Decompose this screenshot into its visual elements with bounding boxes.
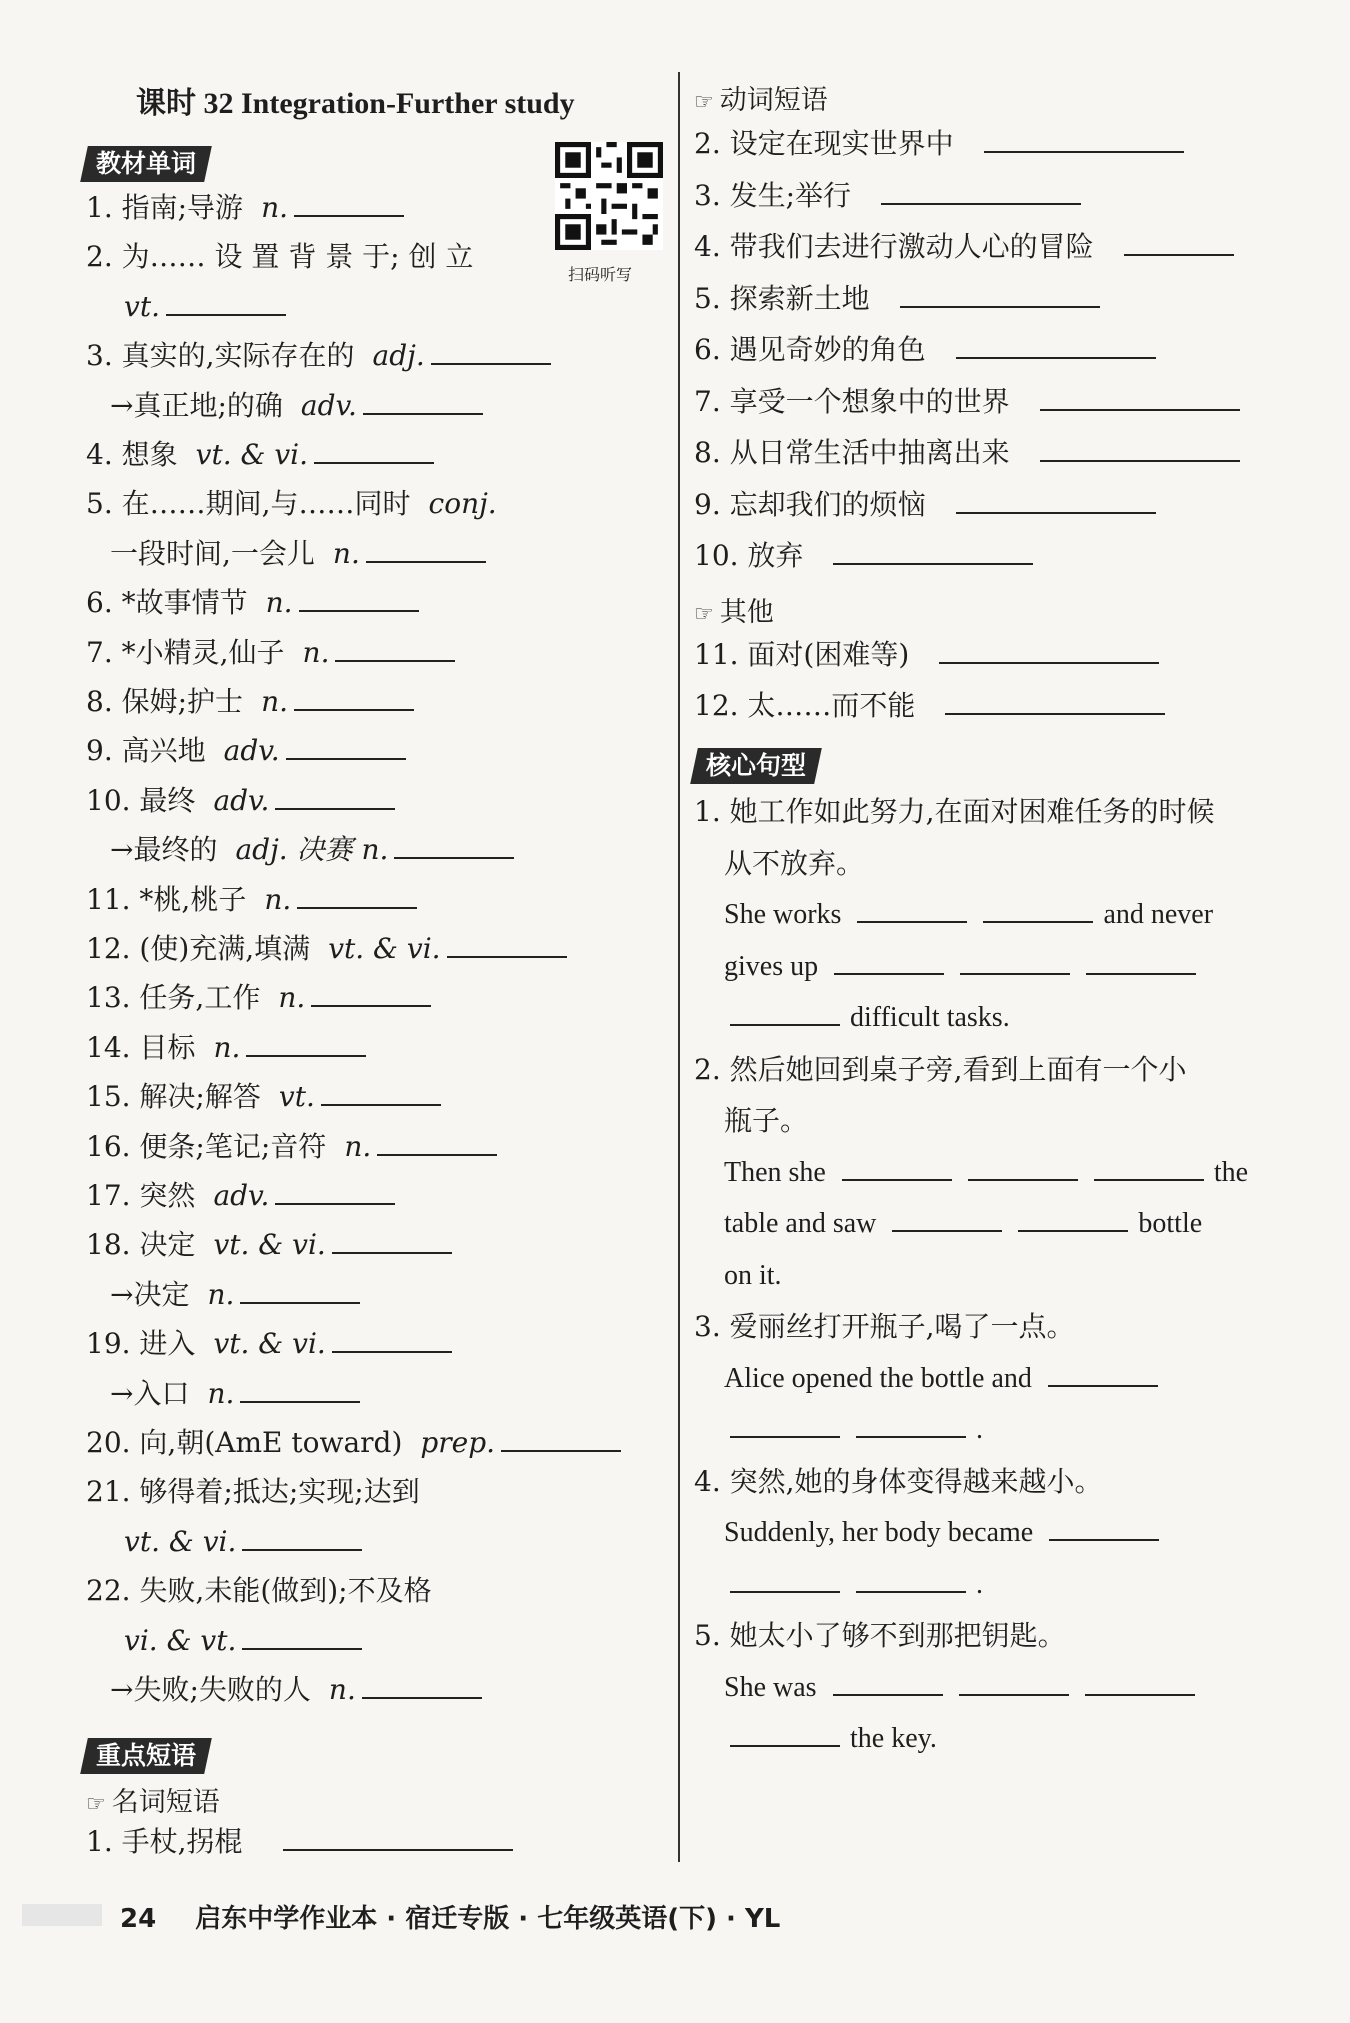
answer-blank[interactable] <box>299 586 419 612</box>
phrase-item <box>86 1822 513 1862</box>
sentence-english-text: She was <box>724 1671 817 1703</box>
answer-blank[interactable] <box>246 1031 366 1057</box>
sentence-english <box>724 998 1020 1038</box>
phrase-item <box>694 686 1165 726</box>
answer-blank[interactable] <box>1085 1670 1195 1696</box>
section-phrases <box>80 1738 212 1774</box>
sentence-chinese: 3. 爱丽丝打开瓶子,喝了一点。 <box>694 1310 1075 1343</box>
vocab-item <box>110 1670 482 1710</box>
vocab-chinese: 10. 最终 <box>86 783 196 817</box>
sentence-chinese: 4. 突然,她的身体变得越来越小。 <box>694 1464 1103 1498</box>
phrase-item <box>694 433 1240 473</box>
vocab-chinese: 12. (使)充满,填满 <box>86 932 311 965</box>
phrase-chinese: 11. 面对(困难等) <box>694 638 910 671</box>
answer-blank[interactable] <box>983 897 1093 923</box>
phrase-chinese: 10. 放弃 <box>694 539 804 572</box>
part-of-speech: adv. <box>223 734 280 768</box>
vocab-item <box>86 1176 395 1216</box>
answer-blank[interactable] <box>730 1412 840 1438</box>
answer-blank[interactable] <box>240 1377 360 1403</box>
section-sentences <box>690 748 822 784</box>
vocab-item <box>86 336 551 376</box>
phrase-item <box>694 536 1033 576</box>
sentence-chinese: 1. 她工作如此努力,在面对困难任务的时候 <box>694 795 1215 828</box>
subhead-verb-phrases-label: 动词短语 <box>719 85 828 116</box>
qr-caption: 扫码听写 <box>568 265 633 284</box>
sentence-chinese: 5. 她太小了够不到那把钥匙。 <box>694 1619 1066 1652</box>
sentence-english <box>724 1668 1205 1708</box>
vocab-item <box>86 1127 497 1167</box>
section-vocab <box>80 146 212 182</box>
sentence-english <box>724 1410 993 1450</box>
answer-blank[interactable] <box>900 282 1100 308</box>
part-of-speech: vt. & vi. <box>213 1228 326 1262</box>
vocab-chinese: 4. 想象 <box>86 438 178 471</box>
vocab-item <box>86 929 567 969</box>
sentence-chinese: 从不放弃。 <box>724 846 865 880</box>
vocab-item <box>86 633 455 673</box>
qr-code-icon[interactable] <box>555 142 663 250</box>
part-of-speech: vt. <box>124 289 160 323</box>
vocab-chinese: 17. 突然 <box>86 1179 196 1212</box>
answer-blank[interactable] <box>1040 436 1240 462</box>
vocab-item <box>86 1077 441 1117</box>
answer-blank[interactable] <box>956 488 1156 514</box>
sentence-english-text: and never <box>1103 899 1214 930</box>
sentence-english-text: gives up <box>724 950 819 982</box>
page-footer <box>120 1898 780 1935</box>
answer-blank[interactable] <box>945 689 1165 715</box>
part-of-speech: vi. & vt. <box>124 1623 237 1657</box>
sentence-english-text: Alice opened the bottle and <box>724 1362 1032 1394</box>
answer-blank[interactable] <box>1124 230 1234 256</box>
answer-blank[interactable] <box>501 1426 621 1452</box>
vocab-chinese: 1. 指南;导游 <box>86 191 244 224</box>
phrase-item <box>694 635 1159 675</box>
subhead-other <box>694 590 774 629</box>
sentence-english-text: . <box>976 1414 983 1445</box>
vocab-chinese: →入口 <box>110 1376 190 1410</box>
part-of-speech: n. <box>261 685 288 718</box>
vocab-chinese: →真正地;的确 <box>110 388 283 422</box>
answer-blank[interactable] <box>394 833 514 859</box>
section-vocab-label: 教材单词 <box>96 149 197 178</box>
sentence-english <box>724 1359 1168 1399</box>
pointing-hand-icon: ☞ <box>86 1792 106 1817</box>
part-of-speech: n. <box>344 1129 372 1163</box>
answer-blank[interactable] <box>833 539 1033 565</box>
vocab-item <box>86 1324 452 1364</box>
answer-blank[interactable] <box>240 1278 360 1304</box>
phrase-item <box>694 279 1100 319</box>
phrase-chinese: 1. 手杖,拐棍 <box>86 1825 243 1858</box>
answer-blank[interactable] <box>335 636 455 662</box>
answer-blank[interactable] <box>881 179 1081 205</box>
sentence-english-text: table and saw <box>724 1208 877 1239</box>
phrase-item <box>694 485 1156 525</box>
answer-blank[interactable] <box>984 127 1184 153</box>
vocab-item <box>86 781 395 821</box>
answer-blank[interactable] <box>857 897 967 923</box>
answer-blank[interactable] <box>447 932 567 958</box>
answer-blank[interactable] <box>377 1130 497 1156</box>
answer-blank[interactable] <box>275 784 395 810</box>
subhead-noun-phrases-label: 名词短语 <box>111 1787 220 1818</box>
vocab-item <box>86 1472 420 1512</box>
answer-blank[interactable] <box>1049 1515 1159 1541</box>
subhead-noun-phrases <box>86 1780 220 1819</box>
answer-blank[interactable] <box>730 1000 840 1026</box>
part-of-speech: conj. <box>428 487 497 521</box>
answer-blank[interactable] <box>842 1155 952 1181</box>
part-of-speech: vt. & vi. <box>213 1327 326 1361</box>
vocab-chinese: 18. 决定 <box>86 1228 196 1262</box>
answer-blank[interactable] <box>363 389 483 415</box>
vocab-item <box>86 188 404 228</box>
vocab-item <box>124 287 286 327</box>
part-of-speech: n. <box>264 882 292 916</box>
vocab-item <box>86 1423 621 1463</box>
part-of-speech: n. <box>265 586 293 620</box>
sentence-english-text: Suddenly, her body became <box>724 1517 1034 1548</box>
answer-blank[interactable] <box>286 734 406 760</box>
answer-blank[interactable] <box>1018 1206 1128 1232</box>
part-of-speech: adv. <box>213 783 270 817</box>
vocab-item <box>110 1275 360 1315</box>
vocab-item <box>86 731 406 771</box>
answer-blank[interactable] <box>834 949 944 975</box>
phrase-chinese: 2. 设定在现实世界中 <box>694 127 954 160</box>
answer-blank[interactable] <box>939 638 1159 664</box>
phrase-chinese: 6. 遇见奇妙的角色 <box>694 333 926 366</box>
vocab-chinese: 2. 为…… 设 置 背 景 于; 创 立 <box>86 240 474 274</box>
vocab-chinese: 21. 够得着;抵达;实现;达到 <box>86 1475 420 1509</box>
answer-blank[interactable] <box>968 1155 1078 1181</box>
vocab-chinese: 6. *故事情节 <box>86 586 248 620</box>
answer-blank[interactable] <box>297 883 417 909</box>
phrase-item <box>694 227 1234 267</box>
answer-blank[interactable] <box>959 1670 1069 1696</box>
part-of-speech: vt. <box>278 1080 315 1114</box>
part-of-speech: n. <box>207 1376 235 1410</box>
part-of-speech: adv. <box>213 1179 270 1212</box>
phrase-chinese: 4. 带我们去进行激动人心的冒险 <box>694 230 1094 263</box>
vocab-chinese: 3. 真实的,实际存在的 <box>86 339 355 373</box>
answer-blank[interactable] <box>1040 385 1240 411</box>
vocab-item <box>124 1621 362 1661</box>
sentence-chinese: 2. 然后她回到桌子旁,看到上面有一个小 <box>694 1052 1187 1086</box>
part-of-speech: n. <box>261 191 288 224</box>
pointing-hand-icon: ☞ <box>694 90 714 115</box>
part-of-speech: n. <box>278 981 306 1015</box>
phrase-chinese: 12. 太……而不能 <box>694 689 916 722</box>
subhead-verb-phrases <box>694 78 828 117</box>
sentence-chinese: 瓶子。 <box>724 1104 809 1137</box>
vocab-item <box>86 435 434 475</box>
column-divider <box>678 72 680 1862</box>
answer-blank[interactable] <box>283 1825 513 1851</box>
sentence-english-text: the key. <box>850 1723 937 1754</box>
vocab-chinese: 11. *桃,桃子 <box>86 882 247 916</box>
part-of-speech: prep. <box>420 1426 496 1459</box>
sentence-english <box>724 1565 993 1605</box>
answer-blank[interactable] <box>956 333 1156 359</box>
phrase-item <box>694 382 1240 422</box>
answer-blank[interactable] <box>166 290 286 316</box>
part-of-speech: vt. & vi. <box>195 438 308 471</box>
sentence-english <box>724 1513 1169 1553</box>
answer-blank[interactable] <box>730 1721 840 1747</box>
part-of-speech: vt. & vi. <box>124 1524 237 1558</box>
answer-blank[interactable] <box>275 1179 395 1205</box>
sentence-english <box>724 1256 792 1296</box>
answer-blank[interactable] <box>332 1327 452 1353</box>
answer-blank[interactable] <box>833 1670 943 1696</box>
vocab-chinese: →决定 <box>110 1277 190 1311</box>
answer-blank[interactable] <box>1094 1155 1204 1181</box>
answer-blank[interactable] <box>362 1673 482 1699</box>
part-of-speech: n. <box>328 1673 356 1706</box>
answer-blank[interactable] <box>960 949 1070 975</box>
vocab-chinese: 16. 便条;笔记;音符 <box>86 1129 327 1163</box>
part-of-speech: adj. 决赛 n. <box>235 833 389 867</box>
vocab-chinese: 8. 保姆;护士 <box>86 685 244 718</box>
vocab-chinese: →失败;失败的人 <box>110 1673 311 1706</box>
answer-blank[interactable] <box>366 537 486 563</box>
vocab-item <box>86 583 419 623</box>
answer-blank[interactable] <box>892 1206 1002 1232</box>
vocab-chinese: 5. 在……期间,与……同时 <box>86 487 411 521</box>
vocab-item <box>110 1374 360 1414</box>
phrase-chinese: 9. 忘却我们的烦恼 <box>694 487 926 521</box>
answer-blank[interactable] <box>332 1228 452 1254</box>
phrase-chinese: 8. 从日常生活中抽离出来 <box>694 436 1010 469</box>
sentence-english <box>724 947 1206 987</box>
sentence-english-text: Then she <box>724 1156 826 1188</box>
answer-blank[interactable] <box>856 1567 966 1593</box>
sentence-english <box>724 1719 947 1759</box>
footer-text: 启东中学作业本 · 宿迁专版 · 七年级英语(下) · YL <box>195 1904 781 1934</box>
page-number: 24 <box>120 1904 157 1934</box>
section-sentences-label: 核心句型 <box>706 751 807 780</box>
vocab-item <box>86 1028 366 1068</box>
part-of-speech: adj. <box>372 339 425 373</box>
answer-blank[interactable] <box>314 438 434 464</box>
vocab-chinese: 19. 进入 <box>86 1327 196 1361</box>
answer-blank[interactable] <box>321 1080 441 1106</box>
sentence-english-text: bottle <box>1138 1208 1203 1239</box>
sentence-english-text: difficult tasks. <box>850 1002 1010 1033</box>
footer-decoration <box>22 1904 102 1926</box>
answer-blank[interactable] <box>431 339 551 365</box>
pointing-hand-icon: ☞ <box>694 602 714 627</box>
vocab-item <box>110 534 486 574</box>
vocab-item <box>86 1571 432 1611</box>
vocab-item <box>124 1522 362 1562</box>
sentence-english <box>724 1153 1258 1193</box>
vocab-item <box>110 830 514 870</box>
vocab-chinese: 14. 目标 <box>86 1030 196 1064</box>
sentence-english-text: on it. <box>724 1259 782 1291</box>
vocab-item <box>86 484 497 524</box>
answer-blank[interactable] <box>242 1624 362 1650</box>
answer-blank[interactable] <box>294 685 414 711</box>
vocab-item <box>86 237 473 277</box>
vocab-chinese: →最终的 <box>110 833 218 867</box>
phrase-chinese: 3. 发生;举行 <box>694 178 852 212</box>
answer-blank[interactable] <box>294 191 404 217</box>
vocab-chinese: 一段时间,一会儿 <box>110 536 315 570</box>
section-phrases-label: 重点短语 <box>96 1741 197 1770</box>
phrase-item <box>694 124 1184 164</box>
answer-blank[interactable] <box>1086 949 1196 975</box>
answer-blank[interactable] <box>856 1412 966 1438</box>
sentence-english-text: She works <box>724 899 842 930</box>
part-of-speech: n. <box>207 1277 235 1311</box>
lesson-title: 课时 32 Integration-Further study <box>136 87 575 120</box>
vocab-chinese: 15. 解决;解答 <box>86 1080 261 1114</box>
vocab-chinese: 7. *小精灵,仙子 <box>86 635 285 669</box>
vocab-item <box>86 1225 452 1265</box>
vocab-chinese: 13. 任务,工作 <box>86 981 261 1015</box>
phrase-chinese: 7. 享受一个想象中的世界 <box>694 384 1010 418</box>
vocab-item <box>86 682 414 722</box>
vocab-item <box>86 880 417 920</box>
vocab-chinese: 9. 高兴地 <box>86 734 206 768</box>
vocab-item <box>110 386 483 426</box>
phrase-chinese: 5. 探索新土地 <box>694 281 870 315</box>
sentence-english-text: . <box>976 1568 983 1600</box>
subhead-other-label: 其他 <box>719 597 774 628</box>
part-of-speech: vt. & vi. <box>328 932 441 965</box>
answer-blank[interactable] <box>730 1567 840 1593</box>
answer-blank[interactable] <box>1048 1361 1158 1387</box>
part-of-speech: n. <box>302 635 330 669</box>
vocab-chinese: 20. 向,朝(AmE toward) <box>86 1426 403 1459</box>
sentence-english <box>724 1204 1212 1244</box>
answer-blank[interactable] <box>242 1525 362 1551</box>
part-of-speech: n. <box>332 536 360 570</box>
sentence-english-text: the <box>1213 1156 1249 1188</box>
phrase-item <box>694 176 1081 216</box>
vocab-chinese: 22. 失败,未能(做到);不及格 <box>86 1574 432 1608</box>
vocab-item <box>86 978 431 1018</box>
part-of-speech: n. <box>213 1030 241 1064</box>
phrase-item <box>694 330 1156 370</box>
part-of-speech: adv. <box>300 388 357 422</box>
sentence-english <box>724 895 1223 935</box>
answer-blank[interactable] <box>311 981 431 1007</box>
